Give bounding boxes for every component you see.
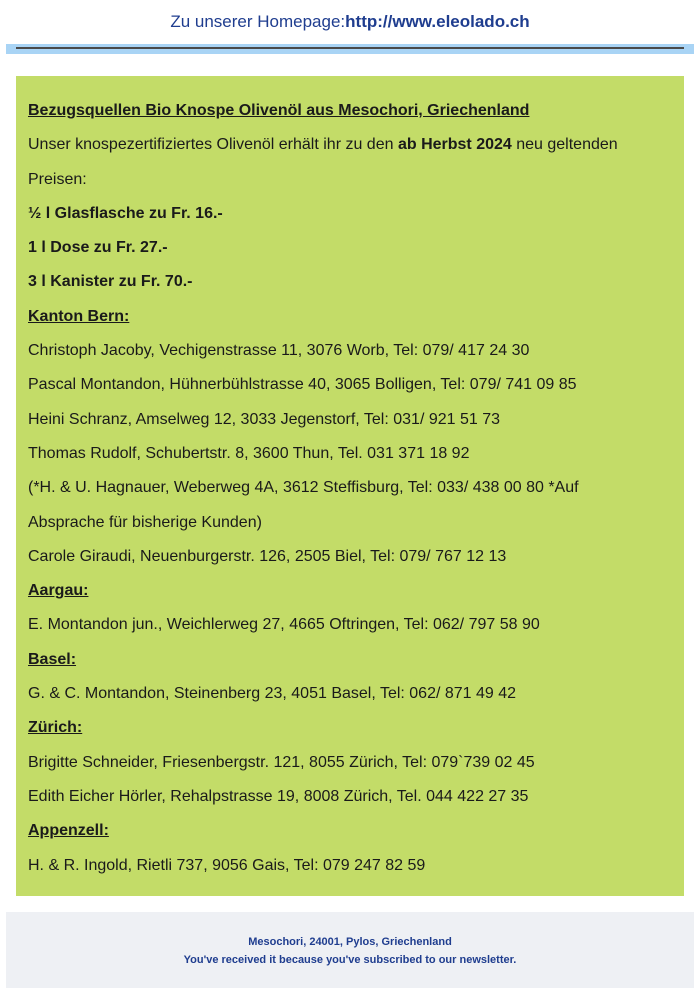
list-item: Carole Giraudi, Neuenburgerstr. 126, 2505 Biel, Tel: 079/ 767 12 13 xyxy=(28,547,507,565)
region-heading-bern: Kanton Bern: xyxy=(28,307,130,325)
list-item: Pascal Montandon, Hühnerbühlstrasse 40, 3065 Bolligen, Tel: 079/ 741 09 85 xyxy=(28,376,577,394)
homepage-banner xyxy=(0,0,700,44)
list-item: Absprache für bisherige Kunden) xyxy=(28,513,262,531)
list-item: G. & C. Montandon, Steinenberg 23, 4051 Basel, Tel: 062/ 871 49 42 xyxy=(28,685,517,703)
list-item: H. & R. Ingold, Rietli 737, 9056 Gais, Tel: 079 247 82 59 xyxy=(28,856,426,874)
divider-line xyxy=(16,47,684,49)
region-heading-appenzell: Appenzell: xyxy=(28,822,109,840)
intro-post: neu geltenden xyxy=(511,136,618,154)
intro-line xyxy=(28,128,672,162)
footer-address: Mesochori, 24001, Pylos, Griechenland xyxy=(248,936,452,948)
region-heading-aargau: Aargau: xyxy=(28,582,89,600)
intro-bold: ab Herbst 2024 xyxy=(397,136,512,154)
region-heading-zuerich: Zürich: xyxy=(28,719,83,737)
region-heading-basel: Basel: xyxy=(28,650,77,668)
content-title: Bezugsquellen Bio Knospe Olivenöl aus Mesochori, Griechenland xyxy=(28,102,530,119)
price-half-liter: ½ l Glasflasche zu Fr. 16.- xyxy=(28,204,223,222)
list-item: (*H. & U. Hagnauer, Weberweg 4A, 3612 Steffisburg, Tel: 033/ 438 00 80 *Auf xyxy=(28,479,579,497)
intro-pre: Unser knospezertifiziertes Olivenöl erhält ihr zu den xyxy=(28,136,398,154)
list-item: E. Montandon jun., Weichlerweg 27, 4665 Oftringen, Tel: 062/ 797 58 90 xyxy=(28,616,540,634)
price-1-liter: 1 l Dose zu Fr. 27.- xyxy=(28,239,168,257)
list-item: Christoph Jacoby, Vechigenstrasse 11, 3076 Worb, Tel: 079/ 417 24 30 xyxy=(28,342,530,360)
list-item: Heini Schranz, Amselweg 12, 3033 Jegenstorf, Tel: 031/ 921 51 73 xyxy=(28,410,501,428)
homepage-prefix: Zu unserer Homepage: xyxy=(170,12,346,31)
list-item: Brigitte Schneider, Friesenbergstr. 121, 8055 Zürich, Tel: 079`739 02 45 xyxy=(28,753,535,771)
homepage-link[interactable]: http://www.eleolado.ch xyxy=(345,12,530,31)
content-box xyxy=(16,76,684,896)
intro-line-2: Preisen: xyxy=(28,170,87,188)
header-divider xyxy=(6,44,694,54)
list-item: Thomas Rudolf, Schubertstr. 8, 3600 Thun, Tel. 031 371 18 92 xyxy=(28,444,470,462)
price-3-liter: 3 l Kanister zu Fr. 70.- xyxy=(28,273,193,291)
newsletter-footer xyxy=(6,912,694,988)
footer-notice: You've received it because you've subscribed to our newsletter. xyxy=(183,954,517,966)
list-item: Edith Eicher Hörler, Rehalpstrasse 19, 8008 Zürich, Tel. 044 422 27 35 xyxy=(28,787,529,805)
